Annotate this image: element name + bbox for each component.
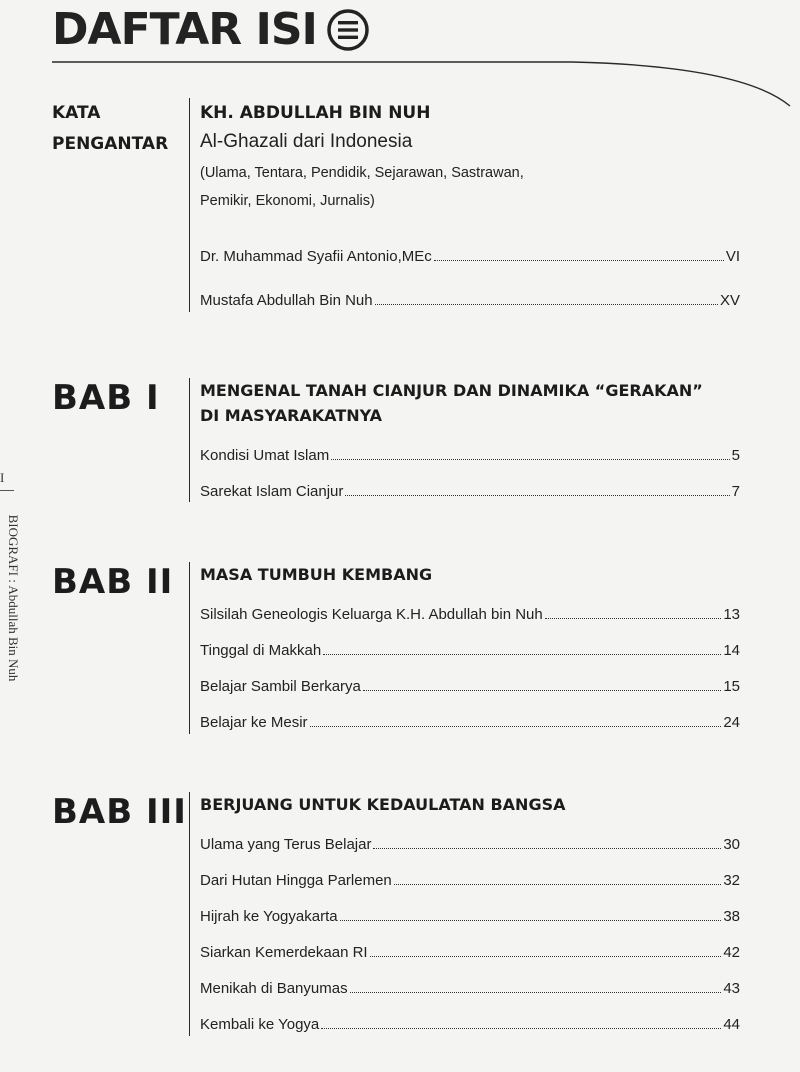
side-page-mark: I: [0, 470, 5, 485]
toc-entry[interactable]: Siarkan Kemerdekaan RI 42: [200, 944, 740, 961]
toc-entry[interactable]: Belajar ke Mesir 24: [200, 714, 740, 731]
section-label: BAB III: [52, 792, 187, 832]
page-title: DAFTAR ISI: [52, 4, 317, 55]
section-body: [189, 792, 800, 1036]
section-label: KATA PENGANTAR: [52, 103, 169, 154]
toc-entry[interactable]: Menikah di Banyumas 43: [200, 980, 740, 997]
toc-entry[interactable]: Ulama yang Terus Belajar 30: [200, 836, 740, 853]
toc-entry[interactable]: Dr. Muhammad Syafii Antonio,MEc VI: [200, 248, 740, 265]
section-heading: KH. ABDULLAH BIN NUH: [200, 103, 431, 123]
toc-entry[interactable]: Silsilah Geneologis Keluarga K.H. Abdullah bin Nuh 13: [200, 606, 740, 623]
toc-entry[interactable]: Belajar Sambil Berkarya 15: [200, 678, 740, 695]
section-body: [189, 378, 800, 502]
section-body: [189, 562, 800, 734]
section-heading: MENGENAL TANAH CIANJUR DAN DINAMIKA “GERAKAN” DI MASYARAKATNYA: [200, 381, 703, 425]
toc-entry[interactable]: Dari Hutan Hingga Parlemen 32: [200, 872, 740, 889]
section-description: (Ulama, Tentara, Pendidik, Sejarawan, Sastrawan, Pemikir, Ekonomi, Jurnalis): [200, 165, 524, 209]
toc-entry[interactable]: Mustafa Abdullah Bin Nuh XV: [200, 292, 740, 309]
section-label: BAB I: [52, 378, 160, 418]
toc-entry[interactable]: Hijrah ke Yogyakarta 38: [200, 908, 740, 925]
section-subheading: Al-Ghazali dari Indonesia: [200, 131, 413, 152]
section-label: BAB II: [52, 562, 174, 602]
toc-entry[interactable]: Kondisi Umat Islam 5: [200, 447, 740, 464]
header: [52, 4, 369, 56]
side-divider: [0, 490, 14, 491]
section-body: [189, 98, 800, 312]
toc-entry[interactable]: Kembali ke Yogya 44: [200, 1016, 740, 1033]
list-icon: [327, 9, 369, 51]
toc-entry[interactable]: Sarekat Islam Cianjur 7: [200, 483, 740, 500]
toc-entry[interactable]: Tinggal di Makkah 14: [200, 642, 740, 659]
section-heading: MASA TUMBUH KEMBANG: [200, 565, 433, 584]
section-heading: BERJUANG UNTUK KEDAULATAN BANGSA: [200, 795, 566, 814]
side-running-text: BIOGRAFI : Abdullah Bin Nuh: [6, 514, 21, 682]
